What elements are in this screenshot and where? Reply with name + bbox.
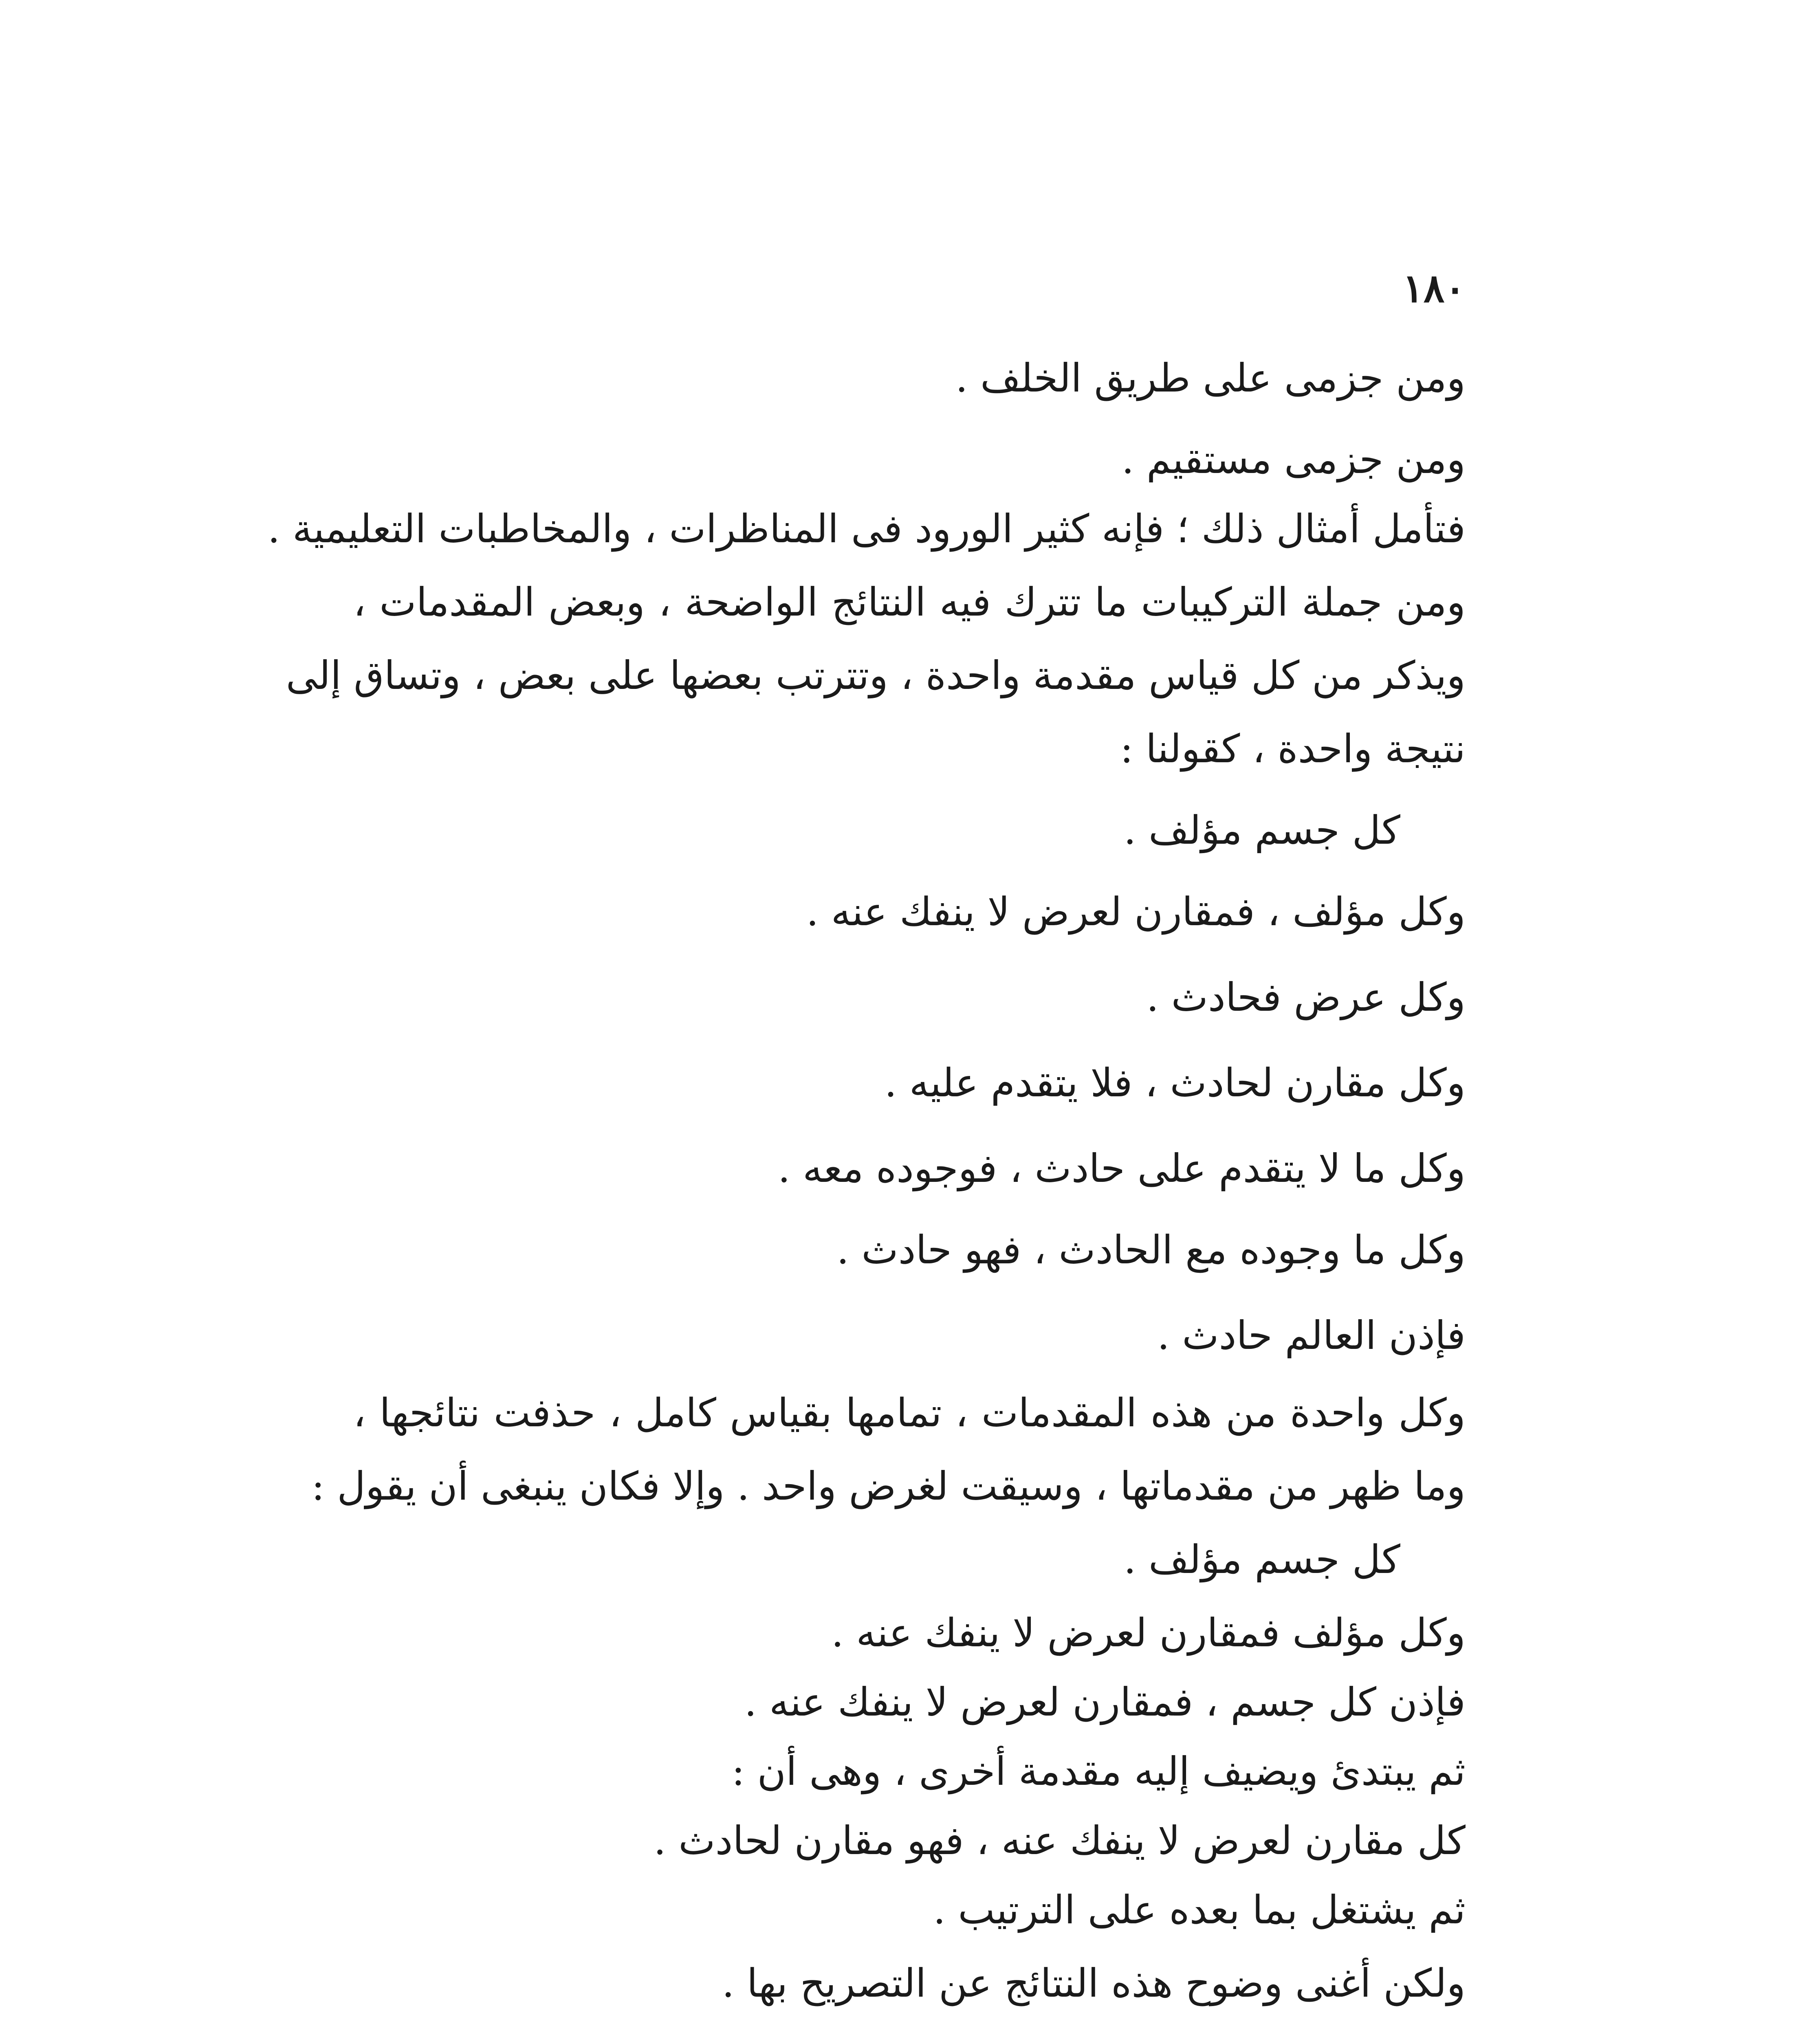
text-line: كل جسم مؤلف .	[1124, 1537, 1400, 1582]
text-line: وما ظهر من مقدماتها ، وسيقت لغرض واحد . وإلا فكان ينبغى أن يقول :	[311, 1463, 1466, 1509]
text-line: وكل مقارن لحادث ، فلا يتقدم عليه .	[884, 1060, 1466, 1106]
text-line: وكل ما وجوده مع الحادث ، فهو حادث .	[836, 1227, 1466, 1273]
text-line: وكل مؤلف ، فمقارن لعرض لا ينفك عنه .	[806, 889, 1466, 935]
text-line: ويذكر من كل قياس مقدمة واحدة ، وتترتب بعضها على بعض ، وتساق إلى	[286, 653, 1466, 698]
text-line: ولكن أغنى وضوح هذه النتائج عن التصريح بها .	[722, 1960, 1466, 2006]
text-line: وكل عرض فحادث .	[1146, 975, 1466, 1020]
text-line: نتيجة واحدة ، كقولنا :	[1120, 726, 1466, 772]
text-line: ومن جزمى على طريق الخلف .	[955, 355, 1466, 401]
text-line: ومن جزمى مستقيم .	[1121, 437, 1466, 482]
text-line: فإذن العالم حادث .	[1157, 1313, 1466, 1358]
text-line: وكل مؤلف فمقارن لعرض لا ينفك عنه .	[831, 1610, 1466, 1656]
text-line: ومن جملة التركيبات ما تترك فيه النتائج الواضحة ، وبعض المقدمات ،	[353, 579, 1466, 625]
text-line: كل مقارن لعرض لا ينفك عنه ، فهو مقارن لحادث .	[654, 1818, 1466, 1863]
text-line: ثم يبتدئ ويضيف إليه مقدمة أخرى ، وهى أن :	[731, 1749, 1466, 1794]
text-line: ثم يشتغل بما بعده على الترتيب .	[933, 1887, 1466, 1933]
page-number: ١٨٠	[1402, 265, 1466, 311]
text-line: فتأمل أمثال ذلك ؛ فإنه كثير الورود فى المناظرات ، والمخاطبات التعليمية .	[267, 506, 1466, 552]
text-line: وكل واحدة من هذه المقدمات ، تمامها بقياس كامل ، حذفت نتائجها ،	[353, 1390, 1466, 1436]
text-line: وكل ما لا يتقدم على حادث ، فوجوده معه .	[778, 1146, 1466, 1191]
text-line: فإذن كل جسم ، فمقارن لعرض لا ينفك عنه .	[744, 1679, 1466, 1725]
text-line: كل جسم مؤلف .	[1124, 807, 1400, 853]
